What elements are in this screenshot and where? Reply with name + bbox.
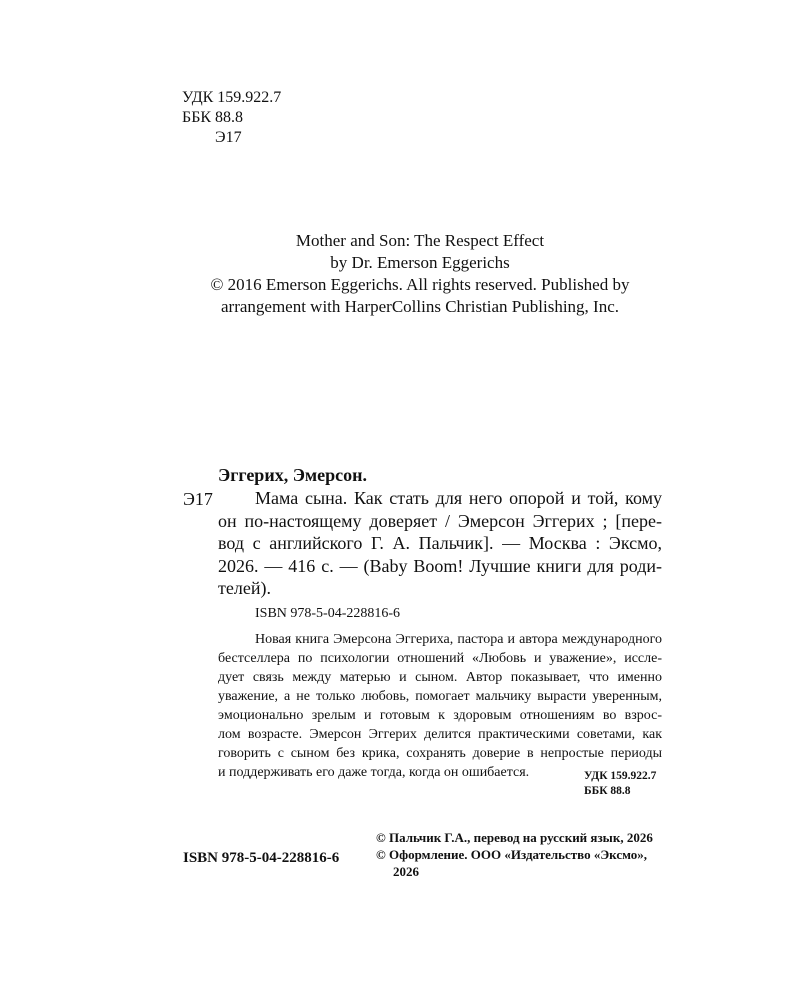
catalog-description-line: Мама сына. Как стать для него опорой и той, кому — [255, 488, 662, 508]
catalog-description-line: телей). — [218, 578, 271, 598]
author-mark: Э17 — [215, 129, 242, 146]
annotation-line: говорить с сыном без крика, сохранять доверие в непростые периоды — [218, 746, 662, 761]
catalog-description-line: вод с английского Г. А. Пальчик]. — Москва : Эксмо, — [218, 533, 662, 553]
annotation-line: эмоционально зрелым и готовым к здоровым отношениям во взрос- — [218, 708, 662, 723]
original-copyright-line1: © 2016 Emerson Eggerichs. All rights reserved. Published by — [210, 275, 630, 294]
udk-code: УДК 159.922.7 — [182, 89, 282, 106]
annotation-line: бестселлера по психологии отношений «Любовь и уважение», иссле- — [218, 651, 662, 666]
copyright-design: © Оформление. ООО «Издательство «Эксмо», — [376, 847, 648, 862]
catalog-udk: УДК 159.922.7 — [584, 770, 657, 782]
annotation-line: Новая книга Эмерсона Эггериха, пастора и автора международного — [255, 632, 662, 647]
catalog-author-heading: Эггерих, Эмерсон. — [218, 465, 368, 485]
catalog-bbk: ББК 88.8 — [584, 785, 631, 797]
annotation-line: и поддерживать его даже тогда, когда он ошибается. — [218, 765, 530, 780]
annotation-line: уважение, а не только любовь, помогает мальчику вырасти уверенным, — [218, 689, 662, 704]
copyright-design-year: 2026 — [393, 864, 419, 879]
catalog-author-mark: Э17 — [183, 489, 213, 509]
copyright-translation: © Пальчик Г.А., перевод на русский язык, 2026 — [376, 830, 653, 845]
catalog-isbn: ISBN 978-5-04-228816-6 — [255, 606, 401, 621]
footer-isbn: ISBN 978-5-04-228816-6 — [183, 850, 340, 866]
original-copyright-line2: arrangement with HarperCollins Christian Publishing, Inc. — [220, 297, 619, 316]
bbk-code: ББК 88.8 — [182, 109, 244, 126]
original-title: Mother and Son: The Respect Effect — [295, 231, 545, 250]
original-author: by Dr. Emerson Eggerichs — [330, 253, 510, 272]
catalog-description-line: он по-настоящему доверяет / Эмерсон Эггерих ; [пере- — [218, 510, 662, 531]
annotation-line: дует связь между матерью и сыном. Автор показывает, что именно — [218, 670, 662, 685]
catalog-description-line: 2026. — 416 с. — (Baby Boom! Лучшие книги для роди- — [218, 555, 662, 576]
annotation-line: лом возрасте. Эмерсон Эггерих делится практическими советами, как — [218, 727, 662, 742]
